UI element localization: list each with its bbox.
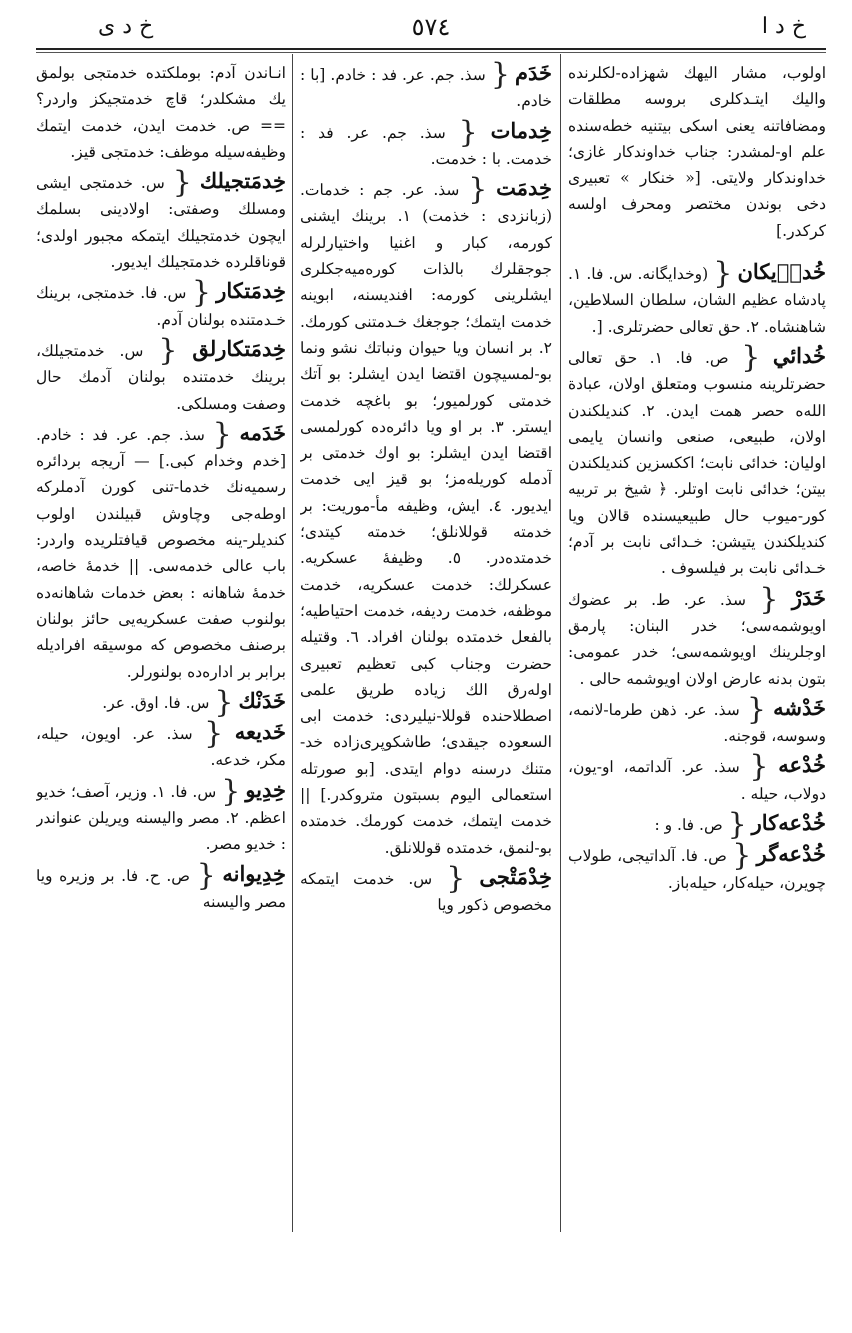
continued-text: انـاندن آدم: بوملكتده خدمتجى بولمق يك مشكلدر؛ قاچ خدمتجيكز واردر؟ == ص. خدمت ايدن، خدمت ايتمك وظيفه‌سيله موظف: خدمتجى قيز.	[36, 64, 286, 161]
entry-headword: خَدَنْك	[238, 687, 286, 713]
header-right-letters: خ د ا	[761, 14, 806, 39]
entry-headword: خُداۤيكان	[737, 259, 826, 285]
entry-definition: سذ. عر. جم : خدمات. (زبانزدى : خذمت) ١. برينك ايشنى كورمه، كبار و اغنيا واختيارلرله جوجقلرك بالذات كوره‌ميه‌جكلرى ايشلرينى كورمه: افنديسنه، ابوينه خدمت ايتمك؛ جوجغك خـدمتنى كورمك. ٢. بر انسان ويا حيوان ونباتك نشو ونما بو-لمسيچون اقتضا ايدن ايشلر: بو آتك خدمتى كورلميور؛ بو باغچه خدمت ايستر. ٣. بر او ويا دائره‌ده كورلمسى اقتضا ايدن ايشلر: بو اوك خدمتى بر آدمله كوريله‌مز؛ بو قيز ايى خدمت ايديور. ٤. ايش، وظيفه مأ-موريت: بر خدمته قوللانلق؛ خدمته كيتدى؛ خدمتده‌در. ٥. وظيفهٔ عسكريه. عسكرلك: خدمت عسكريه، خدمت موظفه، خدمت رديفه، خدمت احتياطيه؛ بالفعل خدمتده بولنان افراد. ٦. وقتيله حضرت وجناب كبى تعظيم تعبيرى اوله‌رق الك زياده طريق علمى اصطلاحنده قوللا-نيليردى: خدمت ابى السعوده جيقدى؛ طاشكوپرى‌زاده خد-متنك درسنه دوام ايتدى. [بو صورتله استعمالى اليوم بسبتون متروكدر.] || خدمت ايتمك، خدمت كورمك. خدمتده بو-لنمق، خدمتده قوللانلق.	[300, 181, 552, 857]
dictionary-entry	[568, 807, 826, 843]
entry-definition: س. خدمتجيلك، برينك خدمتنده بولنان آدمك حال وصفت ومسلكى.	[36, 341, 286, 413]
entry-definition: سذ. عر. ﻁ. بر عضوك اويوشمه‌سى؛ خدر البنان: پارمق اوجلرينك اويوشمه‌سى؛ خدر عمومى: بتون بدنه عارض اولان اويوشمه حالى .	[568, 590, 826, 688]
entry-headword: خِدمَتكارلق	[192, 335, 286, 361]
entry-headword: خَدَرْ	[791, 584, 826, 610]
entry-headword: خَديعه	[234, 719, 286, 745]
entry-definition: سذ. عر. ذهن طرما-لانمه، وسوسه، قوجنه.	[568, 700, 826, 746]
column-divider-right	[560, 54, 561, 1232]
entry-definition: ص. فا. آلداتيجى، طولاب چويرن، حيله‌كار، حيله‌باز.	[568, 847, 826, 892]
entry-definition: سذ. عر. اويون، حيله، مكر، خدعه.	[36, 725, 286, 770]
entry-headword: خَدَمه	[239, 419, 286, 445]
entry-definition: سذ. جم. عر. فد : خدمت. با : خدمت.	[300, 123, 552, 168]
dictionary-entry	[568, 749, 826, 807]
entry-definition: س. فا. ١. وزير، آصف؛ خديو اعظم. ٢. مصر واليسنه ويريلن عنواندر : خديو مصر.	[36, 782, 286, 854]
brace-glyph: {	[446, 860, 466, 896]
dictionary-entry	[568, 581, 826, 692]
column-middle	[300, 60, 552, 1250]
brace-glyph: {	[221, 773, 241, 809]
brace-glyph: {	[732, 838, 752, 874]
entry-headword: خِدمَتكار	[216, 278, 286, 304]
entry-definition: سذ. جم. عر. فد : خادم. [با : خادم.	[300, 66, 552, 111]
dictionary-entry	[300, 114, 552, 173]
continued-text: اولوب، مشار اليهك شهزاده-لكلرنده واليك ايتـدكلرى بروسه مطلقات ومضافاتنه يعنى اسكى بيتنيه خطه‌سنده علم او-لمشدر: جناب خداوندكار غازى؛ خداوندكار ولايتى. [« خنكار » تعبيرى دخى بوندن مختصر ومحرف اولسه كركدر.]	[568, 64, 826, 240]
entry-headword: خِدمات	[490, 117, 552, 143]
dictionary-entry	[300, 860, 552, 919]
page-header	[36, 6, 826, 46]
entry-headword: خِدمَت	[496, 175, 552, 201]
header-rule-thin	[36, 52, 826, 53]
entry-definition: س. خدمتجى ايشى ومسلك وصفتى: اولادينى بسلمك ايچون خدمتجيلك ايتمكه مجبور اولدى؛ قوناقلرده خدمتجيلك ايديور.	[36, 174, 286, 272]
entry-headword: خِدْمَتْجى	[479, 863, 552, 889]
entry-headword: خِدِيوانه	[222, 860, 286, 886]
dictionary-entry	[568, 256, 826, 340]
entry-headword: خَدَم	[514, 60, 552, 85]
brace-glyph: {	[490, 60, 510, 92]
entry-headword: خُدْعه‌كار	[751, 810, 826, 836]
brace-glyph: {	[158, 332, 178, 368]
entry-headword: خِدمَتجيلك	[199, 168, 286, 194]
brace-glyph: {	[727, 807, 747, 843]
entry-definition: ص. فا. ١. حق تعالى حضرتلرينه منسوب ومتعلق اولان، عبادة الله‌ه حصر همت ايدن. ٢. كنديلكندن اولان، طبيعى، صنعى وانسان يايمى اوليان: خدائى نابت؛ اككسزين كنديلكندن بيتن؛ خدائى نابت اوتلر. ﴿ شيخ بر تربيه كور-ميوب حال طبيعيسنده قالان ويا كنديلكندن يتيشن: خـدائى نابت بر آدم؛ خـدائى نابت بر فيلسوف .	[568, 348, 826, 578]
dictionary-entry	[36, 275, 286, 333]
entry-definition: سذ. عر. آلداتمه، او-يون، دولاب، حيله .	[568, 758, 826, 803]
dictionary-entry	[36, 684, 286, 720]
entry-headword: خَدْشه	[773, 694, 826, 720]
brace-glyph: {	[713, 256, 733, 292]
dictionary-entry	[300, 172, 552, 861]
column-divider-left	[292, 54, 293, 1232]
brace-glyph: {	[458, 114, 478, 150]
dictionary-entry	[36, 416, 286, 685]
brace-glyph: {	[212, 416, 232, 452]
brace-glyph: {	[759, 581, 779, 617]
brace-glyph: {	[214, 684, 234, 720]
dictionary-entry	[36, 773, 286, 858]
dictionary-entry	[36, 332, 286, 417]
header-left-letters: خ د ی	[98, 14, 154, 39]
brace-glyph: {	[749, 749, 769, 785]
dictionary-entry	[36, 716, 286, 774]
entry-headword: خُدْعه	[778, 752, 826, 778]
dictionary-entry	[36, 165, 286, 275]
entry-headword: خُدْعه‌گر	[756, 841, 826, 867]
dictionary-entry	[36, 857, 286, 916]
entry-definition: ص. فا. و :	[654, 816, 723, 835]
brace-glyph: {	[196, 857, 216, 893]
entry-definition: س. خدمت ايتمكه مخصوص ذكور ويا	[300, 869, 552, 915]
brace-glyph: {	[204, 716, 224, 752]
dictionary-entry	[300, 60, 552, 115]
brace-glyph: {	[191, 275, 211, 311]
brace-glyph: {	[468, 172, 488, 208]
entry-headword: خُدائي	[772, 342, 826, 368]
entry-definition: س. فا. اوق. عر.	[102, 693, 210, 712]
entry-definition: ص. ح. فا. بر وزيره ويا مصر واليسنه	[36, 866, 286, 911]
entry-definition: (وخدايگانه. س. فا. ١. پادشاه عظيم الشان، سلطان السلاطين، شاهنشاه. ٢. حق تعالى حضرتلرى. [.	[568, 265, 826, 336]
header-rule	[36, 48, 826, 50]
column-right	[568, 60, 826, 1250]
brace-glyph: {	[172, 165, 192, 201]
brace-glyph: {	[746, 691, 766, 727]
dictionary-entry	[568, 838, 826, 896]
dictionary-entry	[568, 339, 826, 582]
page-number: ٥٧٤	[411, 13, 451, 41]
entry-definition: سذ. جم. عر. فد : خادم. [خدم وخدام كبى.] — آريجه بردائره رسميه‌نك خدما-تنى كورن آدملركه اوطه‌جى وچاوش قبيلندن اولوب كنديلر-ينه مخصوص قيافتلريده واردر: باب عالى خدمه‌سى. || خدمهٔ خاصه، خدمهٔ شاهانه : بعض خدمات شاهانه‌ده بولنوب صفت عسكريه‌يى حائز بولنان برصنف مخصوص كه موسيقه افراديله برابر بر اداره‌ده بولنورلر.	[36, 425, 286, 681]
dictionary-entry	[568, 691, 826, 750]
entry-definition: س. فا. خدمتجى، برينك خـدمتنده بولنان آدم.	[36, 284, 286, 329]
column-left	[36, 60, 286, 1250]
brace-glyph: {	[741, 339, 761, 375]
entry-headword: خِدِيو	[245, 776, 286, 802]
